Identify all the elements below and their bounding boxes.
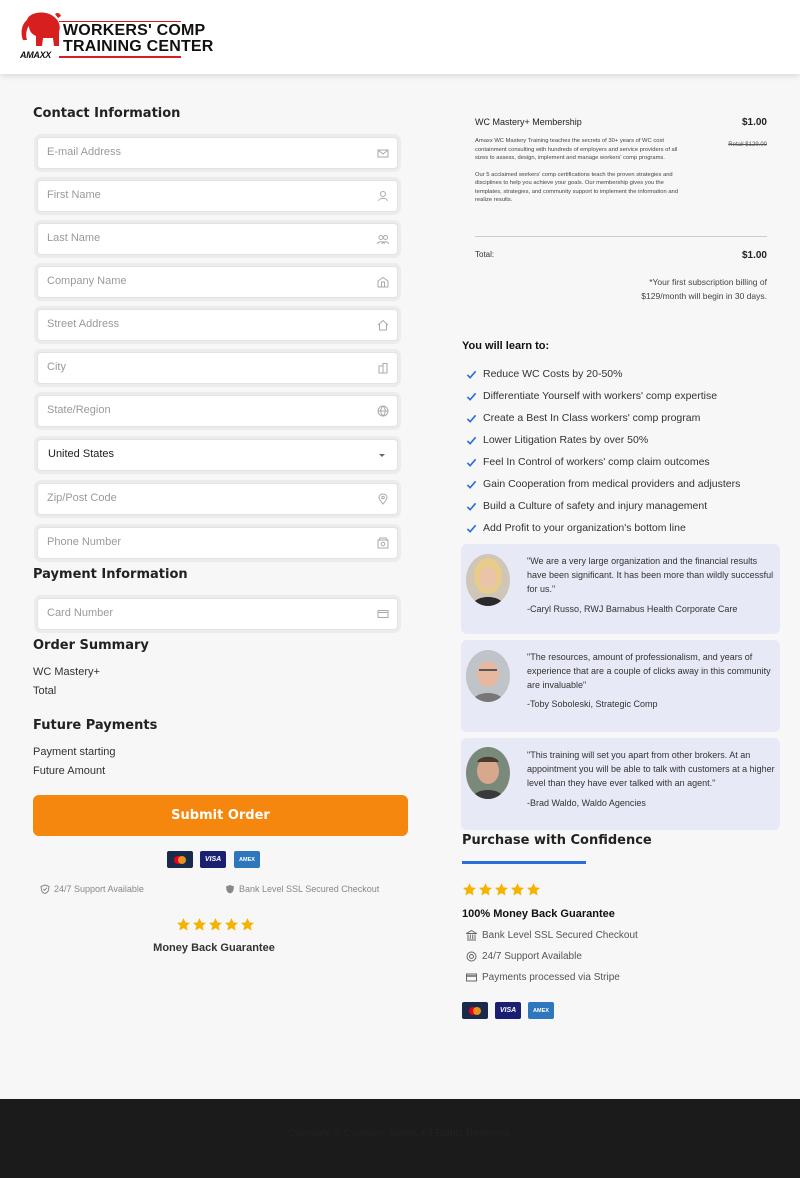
envelope-icon [377, 147, 389, 159]
logo-line-2: TRAINING CENTER [63, 38, 214, 55]
city-field[interactable] [37, 352, 398, 384]
testimonial-author: -Brad Waldo, Waldo Agencies [527, 798, 646, 808]
confidence-item-label: 24/7 Support Available [482, 951, 582, 962]
learn-item [466, 473, 740, 495]
checkmark-icon [466, 435, 477, 446]
avatar [466, 747, 510, 799]
confidence-item [466, 930, 638, 941]
testimonial-author: -Caryl Russo, RWJ Barnabus Health Corporate Care [527, 604, 738, 614]
phone-icon [377, 537, 389, 549]
product-description-2: Our 5 acclaimed workers' comp certifications teach the proven strategies and disciplines to help you achieve your goals. Our membership gives you the templates, strategies, and community support to implement the information and realize results. [475, 171, 678, 203]
payment-section-title: Payment Information [33, 567, 188, 582]
star-icon [176, 917, 191, 932]
confidence-item [466, 951, 582, 962]
total-price: $1.00 [741, 250, 767, 261]
location-pin-icon [377, 493, 389, 505]
star-icon [510, 882, 525, 897]
support-text: 24/7 Support Available [54, 884, 144, 894]
phone-placeholder: Phone Number [47, 536, 121, 548]
checkmark-icon [466, 457, 477, 468]
checkmark-icon [466, 413, 477, 424]
product-description-1: Amaxx WC Mastery Training teaches the secrets of 30+ years of WC cost containment consulting with hundreds of employers and service providers of all sizes to assess, design, implement and manage workers' comp programs. [475, 138, 678, 161]
learn-item [466, 429, 740, 451]
confidence-item-label: Bank Level SSL Secured Checkout [482, 930, 638, 941]
star-icon [494, 882, 509, 897]
learn-item [466, 517, 740, 539]
checkmark-icon [466, 501, 477, 512]
support-icon [466, 951, 477, 962]
shield-check-icon [40, 884, 50, 894]
learn-item [466, 363, 740, 385]
payment-card-icon [466, 972, 477, 983]
contact-section-title: Contact Information [33, 106, 181, 121]
star-icon [192, 917, 207, 932]
logo-bottom-rule [59, 56, 181, 58]
order-summary-title: Order Summary [33, 638, 149, 653]
testimonial-quote: "This training will set you apart from other brokers. At an appointment you will be able to talk with customers at a higher level than they have ever talked with an agent." [527, 750, 775, 788]
learn-item-label: Lower Litigation Rates by over 50% [483, 434, 649, 446]
order-total-label: Total [33, 685, 57, 697]
site-footer [0, 1099, 800, 1178]
person-icon [377, 190, 389, 202]
checkmark-icon [466, 369, 477, 380]
brand-name: AMAXX [20, 50, 52, 60]
visa-icon: VISA [200, 851, 226, 868]
street-address-placeholder: Street Address [47, 318, 120, 330]
learn-item-label: Create a Best In Class workers' comp program [483, 412, 701, 424]
testimonial-card [461, 544, 780, 634]
money-back-guarantee-title: 100% Money Back Guarantee [462, 908, 615, 920]
divider [475, 236, 767, 237]
checkmark-icon [466, 479, 477, 490]
learn-item-label: Build a Culture of safety and injury management [483, 500, 708, 512]
shield-icon [225, 884, 235, 894]
learn-list [466, 363, 740, 539]
phone-field[interactable] [37, 527, 398, 559]
learn-item-label: Add Profit to your organization's bottom line [483, 522, 686, 534]
country-select[interactable] [37, 439, 398, 471]
total-label: Total: [475, 250, 495, 259]
email-field[interactable] [37, 137, 398, 169]
testimonial-author: -Toby Soboleski, Strategic Comp [527, 699, 658, 709]
star-icon [478, 882, 493, 897]
email-placeholder: E-mail Address [47, 146, 121, 158]
retail-price: Retail $129.00 [728, 142, 767, 148]
learn-item [466, 385, 740, 407]
learn-item [466, 451, 740, 473]
title-underline [462, 861, 586, 864]
learn-title: You will learn to: [462, 340, 550, 352]
order-product-card [462, 105, 767, 320]
submit-order-button[interactable]: Submit Order [33, 795, 408, 836]
checkmark-icon [466, 523, 477, 534]
product-name: WC Mastery+ Membership [475, 117, 582, 127]
learn-item [466, 495, 740, 517]
testimonial-card [461, 640, 780, 732]
product-price: $1.00 [741, 117, 767, 128]
card-number-placeholder: Card Number [47, 607, 114, 619]
last-name-field[interactable] [37, 223, 398, 255]
confidence-item [466, 972, 620, 983]
learn-item [466, 407, 740, 429]
support-trust-badge [40, 884, 144, 894]
testimonial-quote: "The resources, amount of professionalism, and years of experience that are a couple of clicks away in this community are invaluable" [527, 652, 771, 690]
copyright-text: Copyright © Company Name. All Rights Reserved. [288, 1128, 512, 1139]
testimonial-card [461, 738, 780, 830]
learn-item-label: Gain Cooperation from medical providers and adjusters [483, 478, 741, 490]
testimonial-quote: "We are a very large organization and the financial results have been significant. It has been more than wildly successful for us." [527, 556, 774, 594]
building-icon [377, 276, 389, 288]
mastercard-icon [167, 851, 193, 868]
state-region-placeholder: State/Region [47, 404, 111, 416]
star-icon [462, 882, 477, 897]
logo-line-1: WORKERS' COMP [63, 22, 206, 39]
chevron-down-icon [379, 454, 385, 457]
city-icon [377, 362, 389, 374]
last-name-placeholder: Last Name [47, 232, 101, 244]
right-star-rating [462, 882, 541, 897]
learn-item-label: Differentiate Yourself with workers' comp expertise [483, 390, 718, 402]
avatar [466, 554, 510, 606]
ssl-trust-badge [225, 884, 379, 894]
company-name-field[interactable] [37, 266, 398, 298]
avatar [466, 650, 510, 702]
city-placeholder: City [47, 361, 66, 373]
learn-item-label: Reduce WC Costs by 20-50% [483, 368, 623, 380]
checkmark-icon [466, 391, 477, 402]
visa-icon: VISA [495, 1002, 521, 1019]
amex-icon: AMEX [234, 851, 260, 868]
zip-field[interactable] [37, 483, 398, 515]
country-value: United States [48, 448, 115, 460]
future-amount-label: Future Amount [33, 765, 106, 777]
payment-starting-label: Payment starting [33, 746, 116, 758]
confidence-item-label: Payments processed via Stripe [482, 972, 620, 983]
amex-icon: AMEX [528, 1002, 554, 1019]
bank-icon [466, 930, 477, 941]
left-star-rating [176, 917, 255, 932]
star-icon [240, 917, 255, 932]
product-description [475, 137, 687, 213]
card-number-field[interactable] [37, 598, 398, 630]
confidence-title: Purchase with Confidence [462, 833, 652, 848]
company-logo[interactable] [19, 10, 214, 62]
star-icon [208, 917, 223, 932]
state-region-field[interactable] [37, 395, 398, 427]
company-name-placeholder: Company Name [47, 275, 127, 287]
order-item-label: WC Mastery+ [33, 666, 100, 678]
star-icon [224, 917, 239, 932]
mastercard-icon [462, 1002, 488, 1019]
money-back-guarantee-label: Money Back Guarantee [153, 942, 275, 954]
people-icon [377, 233, 389, 245]
first-name-field[interactable] [37, 180, 398, 212]
credit-card-icon [377, 608, 389, 620]
globe-icon [377, 405, 389, 417]
site-header [0, 0, 800, 74]
learn-item-label: Feel In Control of workers' comp claim outcomes [483, 456, 710, 468]
ssl-text: Bank Level SSL Secured Checkout [239, 884, 380, 894]
billing-note: *Your first subscription billing of $129/month will begin in 30 days. [641, 277, 767, 301]
home-icon [377, 319, 389, 331]
star-icon [526, 882, 541, 897]
zip-placeholder: Zip/Post Code [47, 492, 117, 504]
first-name-placeholder: First Name [47, 189, 101, 201]
street-address-field[interactable] [37, 309, 398, 341]
future-payments-title: Future Payments [33, 718, 158, 733]
